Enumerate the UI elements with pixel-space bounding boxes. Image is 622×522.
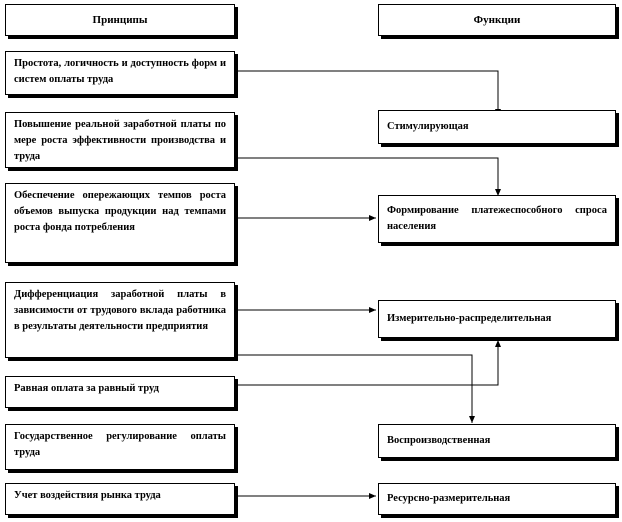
principle-state-regulation: Государственное регулирование оплаты труда bbox=[5, 424, 235, 470]
function-measuring-distributive: Измерительно-распределительная bbox=[378, 300, 616, 338]
arrow-p5-to-measuring bbox=[236, 340, 498, 385]
principle-labor-market: Учет воздействия рынка труда bbox=[5, 483, 235, 515]
principle-wage-differentiation: Дифференциация заработной платы в зависимости от трудового вклада работника в результаты деятельности предприятия bbox=[5, 282, 235, 358]
function-reproductive: Воспроизводственная bbox=[378, 424, 616, 458]
functions-header: Функции bbox=[378, 4, 616, 36]
principle-outpacing-output: Обеспечение опережающих темпов роста объемов выпуска продукции над темпами роста фонда потребления bbox=[5, 183, 235, 263]
function-resource: Ресурсно-размерительная bbox=[378, 483, 616, 515]
function-solvent-demand: Формирование платежеспособного спроса населения bbox=[378, 195, 616, 243]
arrow-p4-to-reproductive bbox=[236, 355, 472, 423]
principle-real-wage-growth: Повышение реальной заработной платы по мере роста эффективности производства и труда bbox=[5, 112, 235, 168]
principle-equal-pay: Равная оплата за равный труд bbox=[5, 376, 235, 408]
arrow-p2-to-demand bbox=[236, 158, 498, 196]
function-stimulating: Стимулирующая bbox=[378, 110, 616, 144]
principle-simplicity: Простота, логичность и доступность форм и систем оплаты труда bbox=[5, 51, 235, 95]
principles-header: Принципы bbox=[5, 4, 235, 36]
